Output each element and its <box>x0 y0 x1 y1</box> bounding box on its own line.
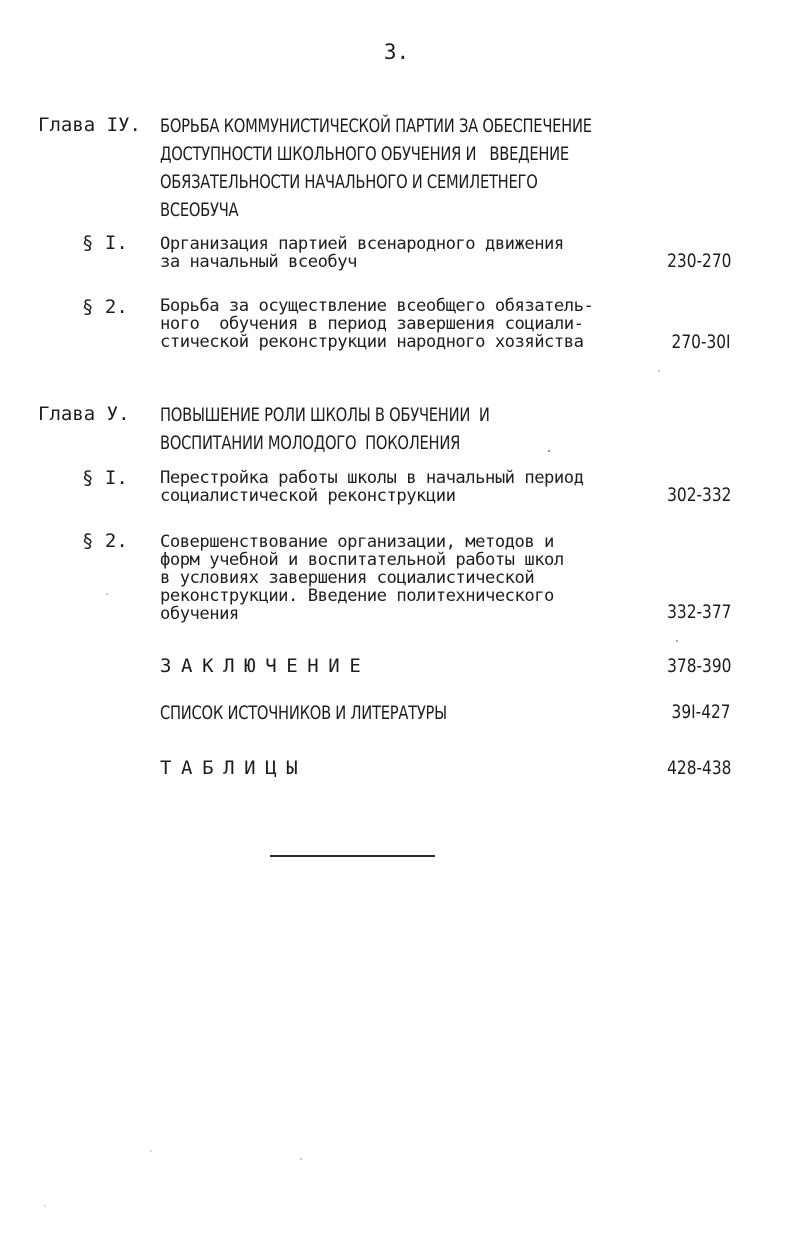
chapter-4-section-2-pages: 270-30I <box>671 331 731 353</box>
chapter-5-section-1-text: Перестройка работы школы в начальный период социалистической реконструкции <box>160 468 584 506</box>
chapter-5-section-2-label: § 2. <box>82 530 128 552</box>
sources-title: СПИСОК ИСТОЧНИКОВ И ЛИТЕРАТУРЫ <box>160 702 447 724</box>
chapter-5-section-2-text: Совершенствование организации, методов и форм учебной и воспитательной работы школ в условиях завершения социалистической реконструкции. Введение политехнического обучения <box>160 532 564 624</box>
chapter-4-section-2-text: Борьба за осуществление всеобщего обязатель- ного обучения в период завершения социали- стической реконструкции народного хозяйства <box>160 296 594 352</box>
chapter-4-label: Глава IУ. <box>38 114 141 136</box>
sources-pages: 39I-427 <box>671 701 731 723</box>
chapter-4-title-line-3: ОБЯЗАТЕЛЬНОСТИ НАЧАЛЬНОГО И СЕМИЛЕТНЕГО <box>160 171 538 193</box>
conclusion-pages: 378-390 <box>666 655 731 677</box>
scan-speck <box>300 1158 302 1160</box>
chapter-4-section-2-label: § 2. <box>82 296 128 318</box>
chapter-5-section-2-pages: 332-377 <box>666 601 731 623</box>
chapter-4-section-1-text: Организация партией всенародного движения за начальный всеобуч <box>160 234 564 272</box>
scan-speck <box>548 450 550 452</box>
chapter-5-label: Глава У. <box>38 403 130 425</box>
chapter-4-title-line-2: ДОСТУПНОСТИ ШКОЛЬНОГО ОБУЧЕНИЯ И ВВЕДЕНИЕ <box>160 143 569 165</box>
chapter-5-section-1-label: § I. <box>82 467 128 489</box>
chapter-4-title-line-4: ВСЕОБУЧА <box>160 199 239 221</box>
chapter-4-section-1-label: § I. <box>82 232 128 254</box>
chapter-5-section-1-pages: 302-332 <box>666 484 731 506</box>
conclusion-title: ЗАКЛЮЧЕНИЕ <box>160 655 371 677</box>
chapter-4-title-line-1: БОРЬБА КОММУНИСТИЧЕСКОЙ ПАРТИИ ЗА ОБЕСПЕЧЕНИЕ <box>160 115 592 137</box>
page-number: 3. <box>383 40 410 64</box>
scan-speck <box>44 1205 46 1207</box>
chapter-5-title-line-2: ВОСПИТАНИИ МОЛОДОГО ПОКОЛЕНИЯ <box>160 432 461 454</box>
tables-pages: 428-438 <box>666 757 731 779</box>
scan-speck <box>658 370 660 372</box>
scan-speck <box>106 593 108 595</box>
scan-speck <box>150 1150 152 1152</box>
chapter-5-title-line-1: ПОВЫШЕНИЕ РОЛИ ШКОЛЫ В ОБУЧЕНИИ И <box>160 404 490 426</box>
scan-speck <box>676 640 678 642</box>
closing-rule <box>270 855 435 857</box>
tables-title: ТАБЛИЦЫ <box>160 757 308 779</box>
chapter-4-section-1-pages: 230-270 <box>666 250 731 272</box>
